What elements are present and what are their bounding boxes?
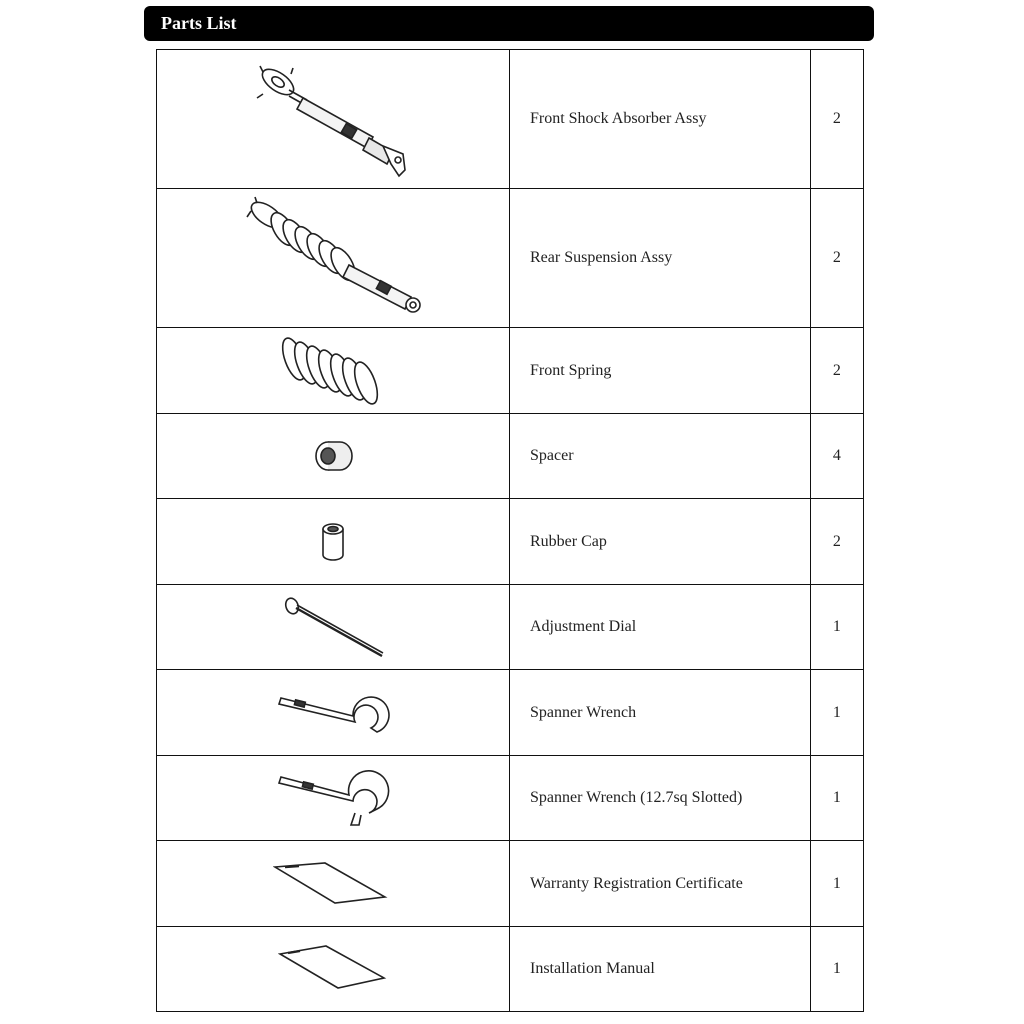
part-name: Warranty Registration Certificate <box>509 841 810 927</box>
parts-table <box>156 49 864 1012</box>
part-qty: 2 <box>810 189 863 328</box>
adjustment-dial-icon <box>278 592 388 662</box>
part-name: Spanner Wrench (12.7sq Slotted) <box>509 756 810 841</box>
table-row <box>157 585 864 670</box>
image-cell <box>157 585 510 670</box>
manual-icon <box>278 944 388 994</box>
rear-suspension-icon <box>233 193 433 323</box>
image-cell <box>157 670 510 756</box>
part-name: Rubber Cap <box>509 499 810 585</box>
part-qty: 4 <box>810 414 863 499</box>
part-name: Front Shock Absorber Assy <box>509 50 810 189</box>
part-qty: 2 <box>810 50 863 189</box>
part-name: Spanner Wrench <box>509 670 810 756</box>
image-cell <box>157 414 510 499</box>
part-qty: 2 <box>810 499 863 585</box>
table-row <box>157 328 864 414</box>
image-cell <box>157 927 510 1012</box>
part-qty: 2 <box>810 328 863 414</box>
image-cell <box>157 189 510 328</box>
parts-list-header <box>144 6 874 41</box>
image-cell <box>157 328 510 414</box>
table-row <box>157 414 864 499</box>
part-name: Rear Suspension Assy <box>509 189 810 328</box>
part-name: Adjustment Dial <box>509 585 810 670</box>
spanner-wrench-icon <box>273 688 393 738</box>
part-qty: 1 <box>810 756 863 841</box>
table-row <box>157 756 864 841</box>
table-row <box>157 670 864 756</box>
part-name: Installation Manual <box>509 927 810 1012</box>
part-qty: 1 <box>810 670 863 756</box>
image-cell <box>157 50 510 189</box>
table-row <box>157 50 864 189</box>
image-cell <box>157 499 510 585</box>
header-title: Parts List <box>161 13 237 33</box>
table-row <box>157 927 864 1012</box>
table-row <box>157 841 864 927</box>
certificate-icon <box>273 861 393 907</box>
shock-absorber-icon <box>233 54 433 184</box>
table-row <box>157 189 864 328</box>
part-qty: 1 <box>810 841 863 927</box>
spring-icon <box>278 331 388 411</box>
part-name: Front Spring <box>509 328 810 414</box>
rubber-cap-icon <box>313 519 353 565</box>
part-name: Spacer <box>509 414 810 499</box>
slotted-spanner-wrench-icon <box>273 767 393 829</box>
table-row <box>157 499 864 585</box>
image-cell <box>157 841 510 927</box>
image-cell <box>157 756 510 841</box>
part-qty: 1 <box>810 585 863 670</box>
part-qty: 1 <box>810 927 863 1012</box>
spacer-icon <box>308 436 358 476</box>
